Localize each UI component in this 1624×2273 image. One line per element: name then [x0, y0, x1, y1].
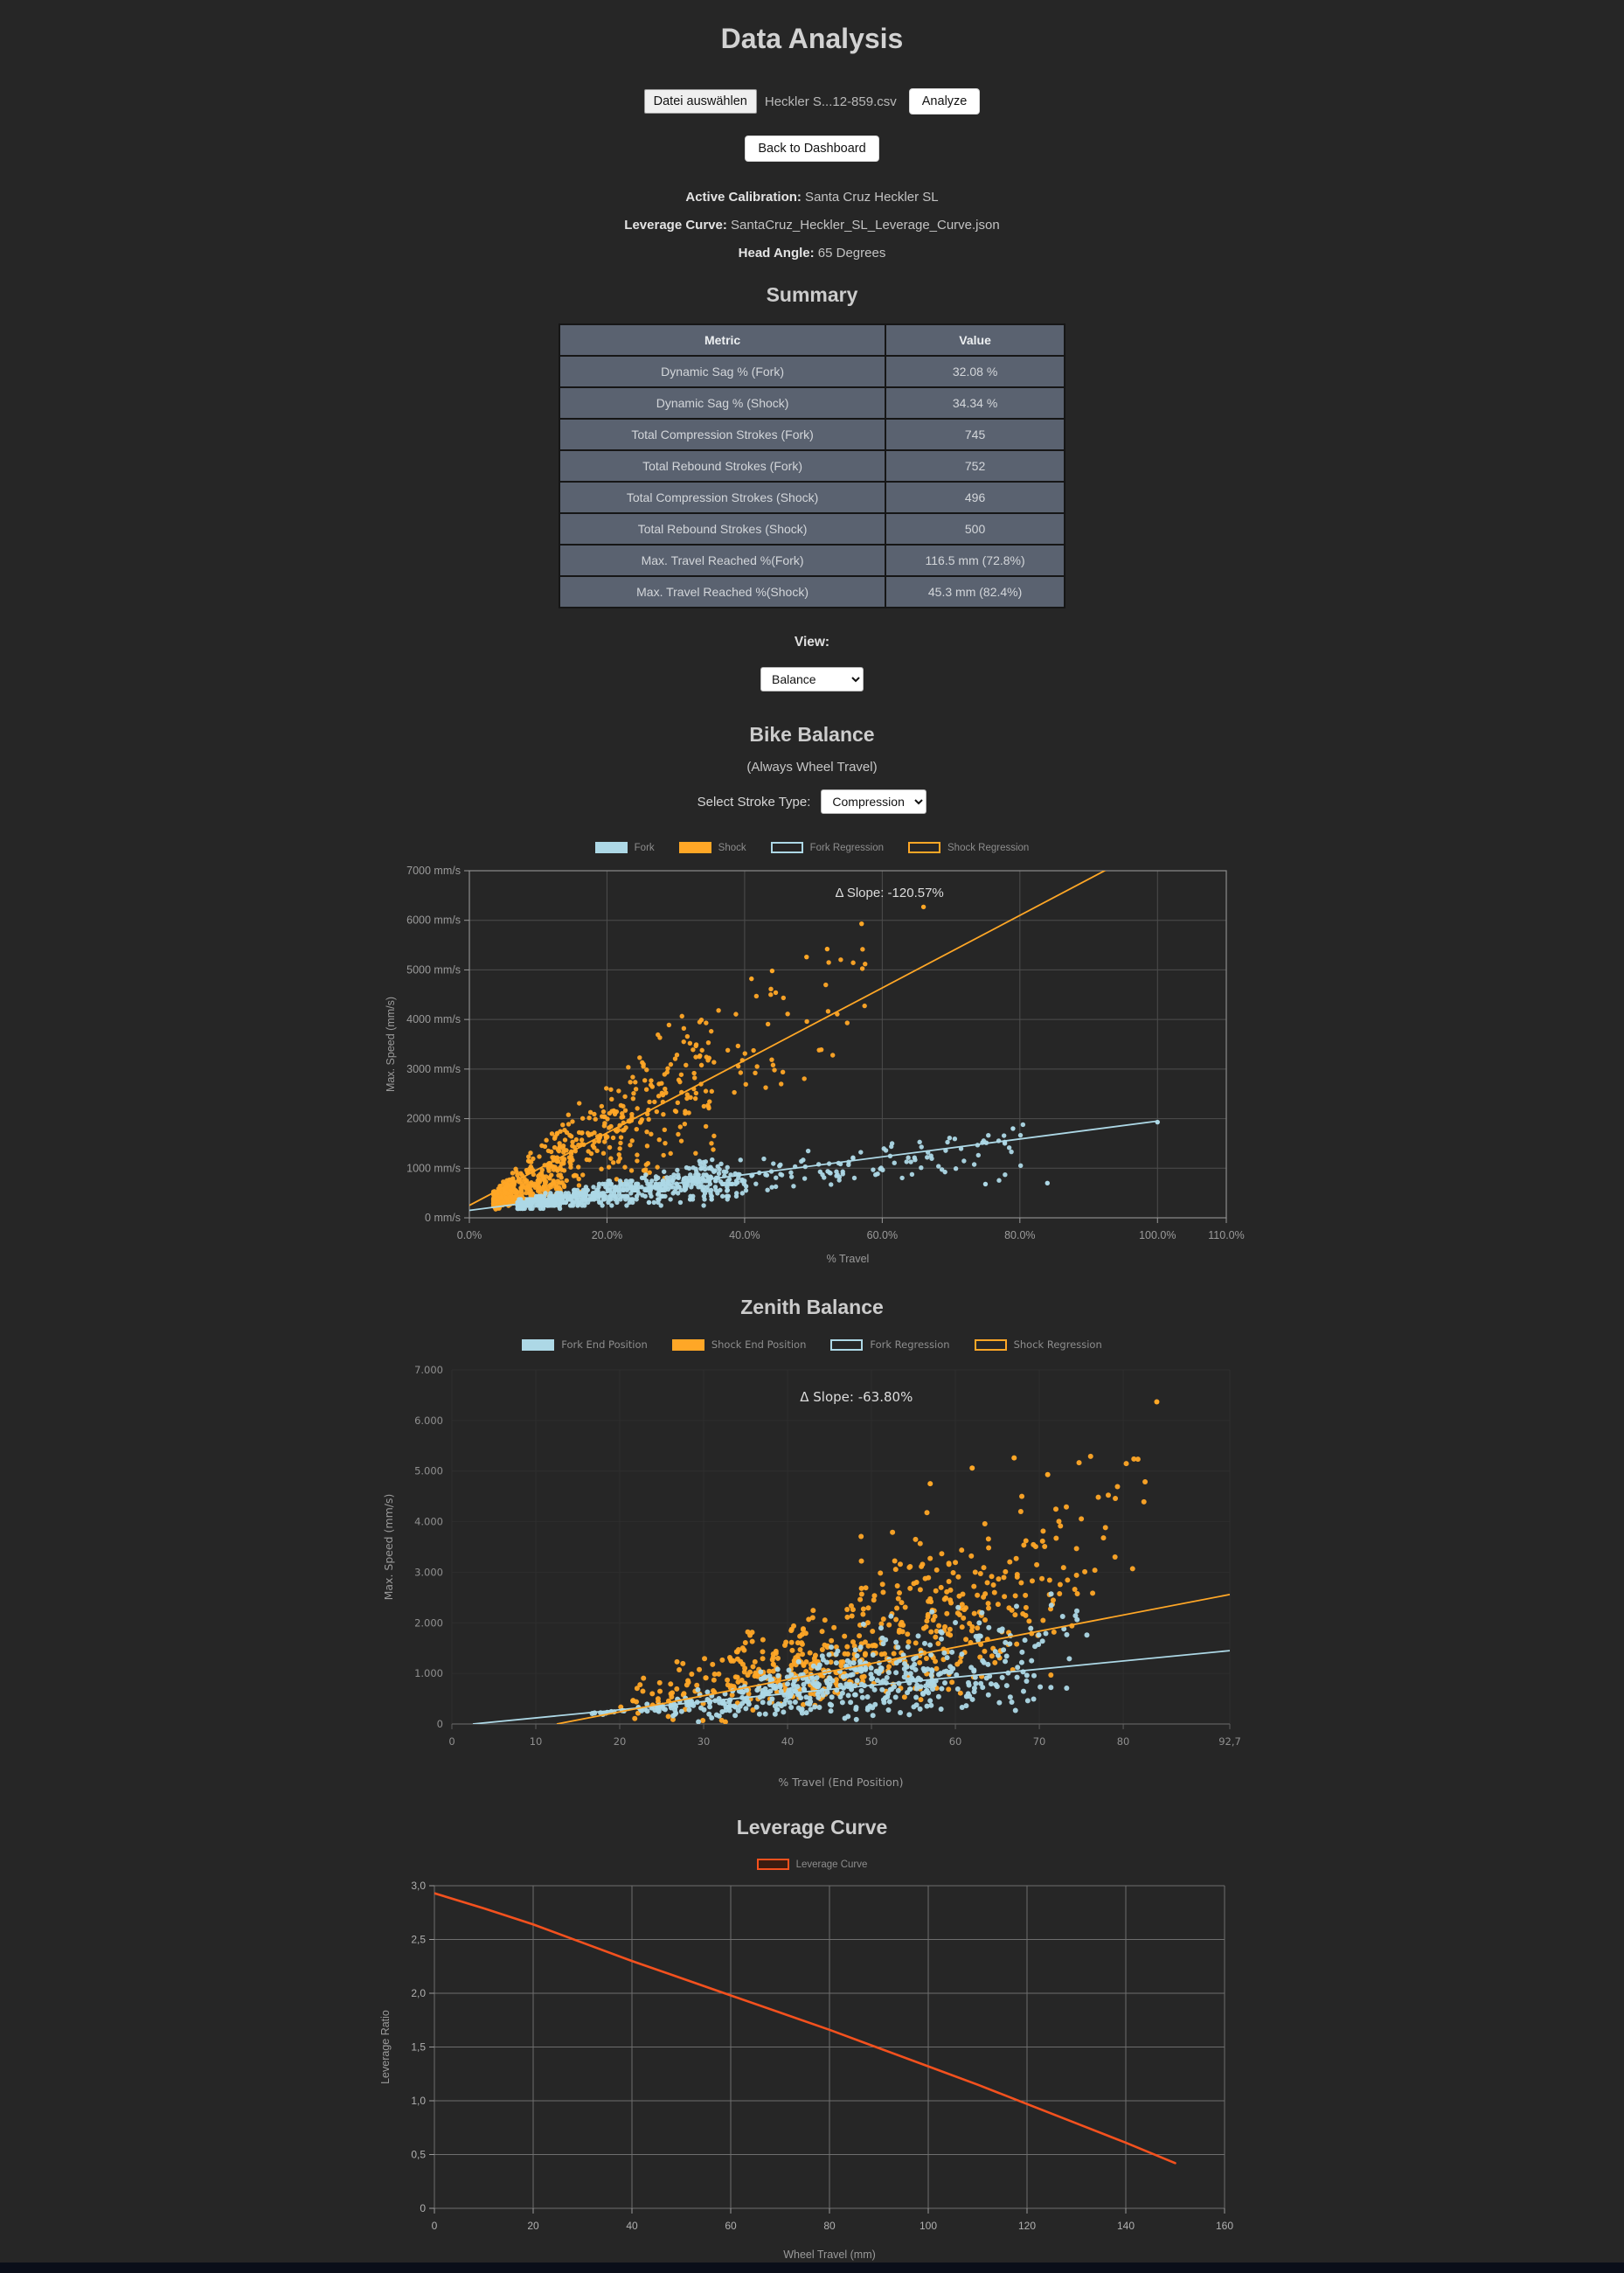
table-cell: Total Rebound Strokes (Shock)	[559, 513, 885, 545]
active-calibration-line	[331, 190, 1293, 205]
svg-text:60: 60	[725, 2220, 737, 2232]
svg-text:4000 mm/s: 4000 mm/s	[406, 1013, 461, 1026]
legend-item-shock-end-position[interactable]	[672, 1338, 807, 1351]
summary-heading: Summary	[766, 283, 858, 306]
legend-label: Fork End Position	[561, 1338, 648, 1351]
legend-label: Leverage Curve	[795, 1859, 868, 1870]
svg-text:3000 mm/s: 3000 mm/s	[406, 1062, 461, 1075]
legend-label: Shock End Position	[711, 1338, 807, 1351]
svg-text:40: 40	[626, 2220, 638, 2232]
legend-swatch	[679, 842, 711, 853]
legend-item-shock-regression[interactable]	[908, 842, 1029, 853]
svg-text:2000 mm/s: 2000 mm/s	[406, 1112, 461, 1125]
svg-text:% Travel: % Travel	[826, 1253, 870, 1265]
svg-text:1,5: 1,5	[411, 2040, 426, 2054]
head-angle-value: 65 Degrees	[814, 246, 886, 261]
table-cell: 745	[885, 419, 1065, 450]
table-row	[559, 513, 1065, 545]
svg-text:0 mm/s: 0 mm/s	[425, 1212, 461, 1224]
svg-text:50: 50	[864, 1735, 878, 1748]
svg-text:2,5: 2,5	[411, 1933, 426, 1946]
svg-text:7.000: 7.000	[414, 1364, 443, 1376]
svg-text:40.0%: 40.0%	[729, 1229, 760, 1241]
back-to-dashboard-button[interactable]: Back to Dashboard	[745, 136, 878, 162]
table-cell: 496	[885, 482, 1065, 513]
svg-text:30: 30	[697, 1735, 711, 1748]
svg-text:3.000: 3.000	[414, 1566, 443, 1579]
legend-swatch	[522, 1339, 554, 1351]
table-row	[559, 419, 1065, 450]
legend-label: Shock	[718, 842, 746, 853]
svg-text:70: 70	[1032, 1735, 1046, 1748]
stroke-type-label: Select Stroke Type:	[697, 794, 811, 810]
svg-text:5.000: 5.000	[414, 1464, 443, 1477]
view-select-row	[331, 667, 1293, 692]
bottom-bar	[0, 2263, 1624, 2273]
svg-text:60: 60	[948, 1735, 962, 1748]
svg-text:20: 20	[527, 2220, 539, 2232]
svg-text:1.000: 1.000	[414, 1667, 443, 1680]
file-name-label: Heckler S...12-859.csv	[764, 94, 897, 109]
svg-text:Wheel Travel (mm): Wheel Travel (mm)	[783, 2249, 876, 2261]
choose-file-button[interactable]: Datei auswählen	[644, 89, 757, 114]
legend-swatch	[771, 842, 803, 853]
leverage-curve-line	[331, 218, 1293, 233]
svg-text:120: 120	[1017, 2220, 1037, 2232]
svg-text:2.000: 2.000	[414, 1616, 443, 1630]
legend-swatch	[757, 1859, 789, 1870]
active-calibration-value: Santa Cruz Heckler SL	[801, 190, 939, 205]
legend-label: Fork	[634, 842, 655, 853]
leverage-heading: Leverage Curve	[736, 1816, 888, 1839]
bike-balance-chart	[375, 858, 1249, 1269]
svg-text:6.000: 6.000	[414, 1414, 443, 1427]
svg-text:80: 80	[823, 2220, 836, 2232]
svg-text:0: 0	[436, 1718, 443, 1730]
svg-text:92,7: 92,7	[1218, 1735, 1241, 1748]
file-input[interactable]	[644, 89, 897, 114]
table-cell: Max. Travel Reached %(Fork)	[559, 545, 885, 576]
svg-text:0: 0	[448, 1735, 455, 1748]
leverage-curve-value: SantaCruz_Heckler_SL_Leverage_Curve.json	[726, 218, 1000, 233]
legend-swatch	[830, 1339, 863, 1351]
svg-text:1,0: 1,0	[411, 2095, 426, 2107]
svg-text:0,5: 0,5	[411, 2148, 426, 2161]
view-select[interactable]	[760, 667, 864, 692]
table-cell: 32.08 %	[885, 356, 1065, 387]
table-cell: 45.3 mm (82.4%)	[885, 576, 1065, 608]
svg-text:1000 mm/s: 1000 mm/s	[406, 1162, 461, 1175]
legend-item-fork-regression[interactable]	[830, 1338, 949, 1351]
legend-item-fork[interactable]	[595, 842, 655, 853]
summary-header-row	[559, 324, 1065, 356]
legend-swatch	[908, 842, 940, 853]
table-cell: Max. Travel Reached %(Shock)	[559, 576, 885, 608]
table-row	[559, 450, 1065, 482]
svg-text:Max. Speed (mm/s): Max. Speed (mm/s)	[382, 1493, 395, 1601]
bike-balance-subtitle: (Always Wheel Travel)	[746, 760, 878, 775]
head-angle-line	[331, 246, 1293, 261]
svg-text:100.0%: 100.0%	[1139, 1229, 1176, 1241]
svg-text:3,0: 3,0	[411, 1880, 426, 1892]
svg-text:10: 10	[529, 1735, 543, 1748]
table-cell: 752	[885, 450, 1065, 482]
legend-label: Shock Regression	[947, 842, 1030, 853]
table-cell: Total Compression Strokes (Shock)	[559, 482, 885, 513]
svg-text:Δ Slope: -63.80%: Δ Slope: -63.80%	[800, 1389, 913, 1405]
file-controls	[331, 88, 1293, 115]
table-cell: 500	[885, 513, 1065, 545]
leverage-legend	[331, 1859, 1293, 1870]
legend-item-fork-end-position[interactable]	[522, 1338, 648, 1351]
table-cell: Dynamic Sag % (Shock)	[559, 387, 885, 419]
table-cell: 116.5 mm (72.8%)	[885, 545, 1065, 576]
svg-text:160: 160	[1215, 2220, 1234, 2232]
table-cell: Total Rebound Strokes (Fork)	[559, 450, 885, 482]
svg-text:110.0%: 110.0%	[1208, 1229, 1245, 1241]
table-cell: Total Compression Strokes (Fork)	[559, 419, 885, 450]
svg-text:Max. Speed (mm/s): Max. Speed (mm/s)	[385, 996, 397, 1093]
svg-text:4.000: 4.000	[414, 1515, 443, 1528]
svg-text:140: 140	[1116, 2220, 1135, 2232]
table-row	[559, 356, 1065, 387]
table-row	[559, 482, 1065, 513]
svg-text:60.0%: 60.0%	[866, 1229, 899, 1241]
svg-text:40: 40	[781, 1735, 795, 1748]
legend-item-shock-regression[interactable]	[975, 1338, 1102, 1351]
table-cell: Dynamic Sag % (Fork)	[559, 356, 885, 387]
svg-text:Δ Slope: -120.57%: Δ Slope: -120.57%	[835, 886, 944, 900]
analyze-button[interactable]: Analyze	[909, 88, 981, 115]
summary-table	[559, 323, 1065, 608]
table-row	[559, 545, 1065, 576]
stroke-type-row	[331, 789, 1293, 814]
svg-text:% Travel (End Position): % Travel (End Position)	[778, 1776, 904, 1789]
zenith-heading: Zenith Balance	[740, 1296, 884, 1318]
legend-swatch	[975, 1339, 1007, 1351]
bike-balance-legend	[331, 842, 1293, 853]
svg-text:0: 0	[420, 2202, 426, 2214]
head-angle-label: Head Angle:	[738, 246, 815, 261]
summary-col-value: Value	[885, 324, 1065, 356]
leverage-chart	[375, 1875, 1249, 2265]
leverage-curve-label: Leverage Curve:	[624, 218, 727, 233]
legend-label: Fork Regression	[870, 1338, 950, 1351]
back-row	[331, 136, 1293, 162]
stroke-type-select[interactable]	[821, 789, 927, 814]
view-label: View:	[794, 635, 830, 650]
svg-text:6000 mm/s: 6000 mm/s	[406, 914, 461, 927]
table-row	[559, 576, 1065, 608]
summary-col-metric: Metric	[559, 324, 885, 356]
zenith-chart	[375, 1356, 1249, 1793]
svg-text:80.0%: 80.0%	[1004, 1229, 1036, 1241]
legend-swatch	[672, 1339, 704, 1351]
legend-label: Fork Regression	[809, 842, 884, 853]
main-column	[331, 0, 1293, 2265]
table-cell: 34.34 %	[885, 387, 1065, 419]
svg-text:20.0%: 20.0%	[591, 1229, 623, 1241]
svg-text:80: 80	[1116, 1735, 1130, 1748]
legend-swatch	[595, 842, 628, 853]
svg-text:5000 mm/s: 5000 mm/s	[406, 963, 461, 977]
svg-text:0.0%: 0.0%	[456, 1229, 482, 1241]
legend-item-fork-regression[interactable]	[771, 842, 884, 853]
svg-text:2,0: 2,0	[411, 1987, 426, 1999]
active-calibration-label: Active Calibration:	[685, 190, 802, 205]
zenith-legend	[331, 1338, 1293, 1351]
page-title: Data Analysis	[720, 23, 904, 54]
legend-item-leverage-curve[interactable]	[757, 1859, 868, 1870]
table-row	[559, 387, 1065, 419]
legend-label: Shock Regression	[1013, 1338, 1102, 1351]
svg-text:Leverage Ratio: Leverage Ratio	[379, 2010, 392, 2084]
svg-text:20: 20	[613, 1735, 627, 1748]
svg-text:100: 100	[919, 2220, 938, 2232]
svg-text:7000 mm/s: 7000 mm/s	[406, 865, 461, 877]
svg-text:0: 0	[431, 2220, 438, 2232]
legend-item-shock[interactable]	[679, 842, 746, 853]
bike-balance-heading: Bike Balance	[749, 723, 875, 746]
